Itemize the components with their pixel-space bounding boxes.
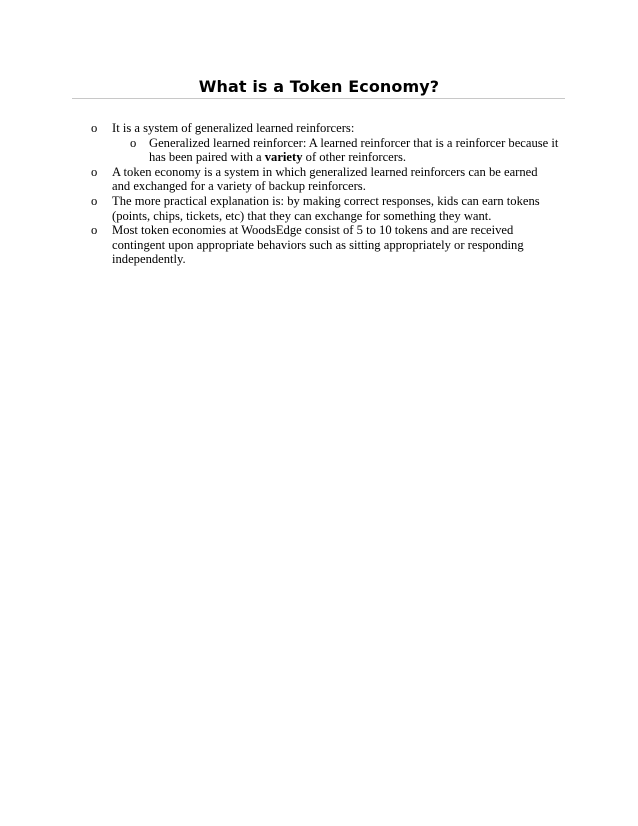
bullet-marker: o bbox=[91, 164, 98, 179]
bullet-marker: o bbox=[91, 121, 98, 135]
bullet-marker: o bbox=[130, 135, 137, 150]
list-item-text: A token economy is a system in which generalized learned reinforcers can be earned and exchanged for a variety of backup reinforcers. bbox=[112, 164, 538, 194]
list-item-text: It is a system of generalized learned reinforcers: bbox=[112, 121, 355, 135]
list-item bbox=[0, 165, 558, 194]
bullet-list bbox=[0, 121, 638, 267]
bullet-marker: o bbox=[91, 193, 98, 208]
emphasis-text: variety bbox=[264, 150, 303, 165]
list-item-text: The more practical explanation is: by making correct responses, kids can earn tokens (points, chips, tickets, etc) that they can exchange for something they want. bbox=[112, 193, 540, 223]
sub-list-item bbox=[0, 136, 560, 165]
bullet-marker: o bbox=[91, 223, 98, 238]
list-item bbox=[0, 223, 558, 267]
list-item-text: Generalized learned reinforcer: A learned reinforcer that is a reinforcer because it has been paired with a bbox=[149, 135, 559, 165]
list-item bbox=[0, 121, 558, 136]
list-item bbox=[0, 194, 558, 223]
title-divider bbox=[72, 98, 565, 99]
document-title: What is a Token Economy? bbox=[198, 77, 440, 96]
list-item-text: of other reinforcers. bbox=[302, 150, 407, 165]
list-item-text: Most token economies at WoodsEdge consist of 5 to 10 tokens and are received contingent upon appropriate behaviors such as sitting appropriately or responding independently. bbox=[112, 223, 524, 267]
